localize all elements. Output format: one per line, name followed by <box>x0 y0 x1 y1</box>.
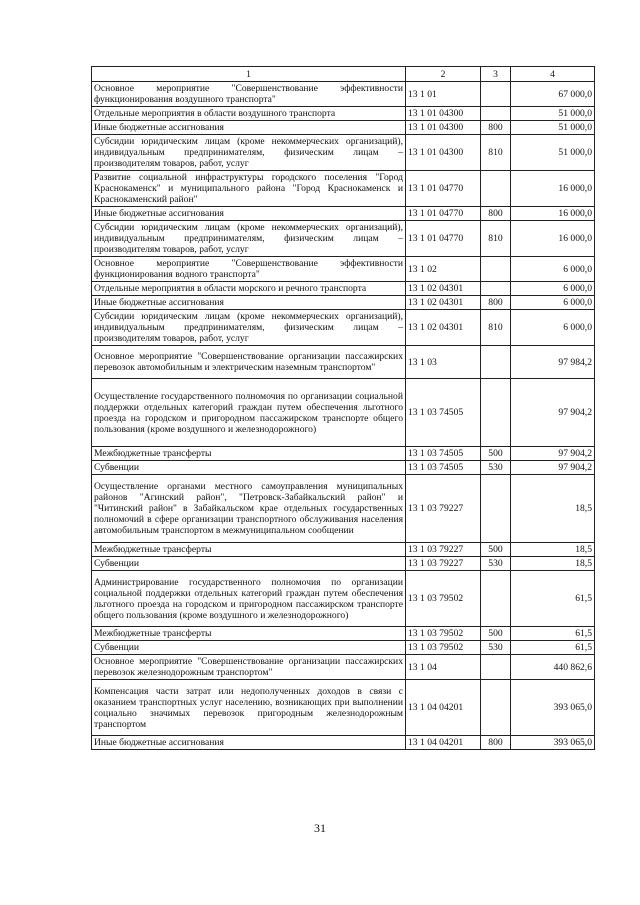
row-name: Осуществление органами местного самоуправления муниципальных районов "Агинский район", "Петровск-Забайкальский район" и "Читинский район" в Забайкальском крае отдельных государственных полномочий в сфере организации транспортного обслуживания населения автомобильным транспортом в межмуниципальном сообщении <box>92 475 406 543</box>
row-amount: 6 000,0 <box>511 257 595 282</box>
row-amount: 16 000,0 <box>511 171 595 207</box>
row-type: 530 <box>481 557 511 571</box>
header-col-amount: 4 <box>511 67 595 82</box>
row-type <box>481 475 511 543</box>
row-type: 810 <box>481 310 511 346</box>
table-row <box>92 121 595 135</box>
row-amount: 18,5 <box>511 557 595 571</box>
table-row <box>92 207 595 221</box>
row-code: 13 1 04 04201 <box>406 736 481 750</box>
row-name: Компенсация части затрат или недополученных доходов в связи с оказанием транспортных услуг населению, возникающих при выполнении социально значимых перевозок пригородным железнодорожным транспортом <box>92 680 406 736</box>
table-row <box>92 641 595 655</box>
table-row <box>92 447 595 461</box>
row-name: Межбюджетные трансферты <box>92 447 406 461</box>
row-name: Иные бюджетные ассигнования <box>92 296 406 310</box>
table-row <box>92 655 595 680</box>
row-name: Осуществление государственного полномочия по организации социальной поддержки отдельных категорий граждан путем обеспечения льготного проезда на городском и пригородном пассажирском транспорте общего пользования (кроме воздушного и железнодорожного) <box>92 379 406 447</box>
row-type: 500 <box>481 447 511 461</box>
row-amount: 61,5 <box>511 571 595 627</box>
row-code: 13 1 01 04770 <box>406 221 481 257</box>
row-amount: 51 000,0 <box>511 121 595 135</box>
row-code: 13 1 03 79227 <box>406 475 481 543</box>
row-amount: 6 000,0 <box>511 296 595 310</box>
row-code: 13 1 03 <box>406 346 481 379</box>
row-amount: 51 000,0 <box>511 135 595 171</box>
row-name: Основное мероприятие "Совершенствование эффективности функционирования водного транспорта" <box>92 257 406 282</box>
row-type <box>481 257 511 282</box>
budget-table <box>91 66 595 750</box>
row-type: 500 <box>481 543 511 557</box>
row-code: 13 1 01 04300 <box>406 107 481 121</box>
header-col-name: 1 <box>92 67 406 82</box>
row-name: Субсидии юридическим лицам (кроме некоммерческих организаций), индивидуальным предпринимателям, физическим лицам – производителям товаров, работ, услуг <box>92 310 406 346</box>
row-code: 13 1 03 79502 <box>406 571 481 627</box>
table-row <box>92 257 595 282</box>
row-type <box>481 82 511 107</box>
row-amount: 67 000,0 <box>511 82 595 107</box>
table-row <box>92 627 595 641</box>
row-type: 530 <box>481 641 511 655</box>
table-row <box>92 82 595 107</box>
row-type: 810 <box>481 135 511 171</box>
row-amount: 97 904,2 <box>511 447 595 461</box>
row-code: 13 1 02 04301 <box>406 282 481 296</box>
table-header-row <box>92 67 595 82</box>
row-type <box>481 107 511 121</box>
row-type: 800 <box>481 736 511 750</box>
row-name: Иные бюджетные ассигнования <box>92 207 406 221</box>
row-code: 13 1 03 74505 <box>406 379 481 447</box>
table-row <box>92 475 595 543</box>
row-name: Межбюджетные трансферты <box>92 627 406 641</box>
row-name: Администрирование государственного полномочия по организации социальной поддержки отдельных категорий граждан путем обеспечения льготного проезда на городском и пригородном пассажирском транспорте общего пользования (кроме воздушного и железнодорожного) <box>92 571 406 627</box>
row-amount: 51 000,0 <box>511 107 595 121</box>
header-col-code: 2 <box>406 67 481 82</box>
row-amount: 393 065,0 <box>511 680 595 736</box>
row-type: 810 <box>481 221 511 257</box>
row-code: 13 1 02 04301 <box>406 296 481 310</box>
row-type <box>481 655 511 680</box>
row-code: 13 1 01 04770 <box>406 207 481 221</box>
row-amount: 61,5 <box>511 641 595 655</box>
row-name: Отдельные мероприятия в области морского и речного транспорта <box>92 282 406 296</box>
row-code: 13 1 01 <box>406 82 481 107</box>
row-code: 13 1 01 04300 <box>406 121 481 135</box>
row-type <box>481 680 511 736</box>
row-type <box>481 346 511 379</box>
row-name: Субвенции <box>92 557 406 571</box>
row-name: Отдельные мероприятия в области воздушного транспорта <box>92 107 406 121</box>
row-code: 13 1 03 79502 <box>406 627 481 641</box>
row-amount: 18,5 <box>511 543 595 557</box>
row-code: 13 1 02 <box>406 257 481 282</box>
table-row <box>92 282 595 296</box>
table-row <box>92 107 595 121</box>
row-name: Основное мероприятие "Совершенствование организации пассажирских перевозок железнодорожным транспортом" <box>92 655 406 680</box>
table-row <box>92 221 595 257</box>
table-row <box>92 461 595 475</box>
row-name: Основное мероприятие "Совершенствование организации пассажирских перевозок автомобильным и электрическим наземным транспортом" <box>92 346 406 379</box>
table-row <box>92 171 595 207</box>
row-code: 13 1 03 74505 <box>406 461 481 475</box>
row-name: Субсидии юридическим лицам (кроме некоммерческих организаций), индивидуальным предпринимателям, физическим лицам – производителям товаров, работ, услуг <box>92 221 406 257</box>
row-type: 800 <box>481 207 511 221</box>
row-type <box>481 379 511 447</box>
row-name: Развитие социальной инфраструктуры городского поселения "Город Краснокаменск" и муниципального района "Город Краснокаменск и Краснокаменский район" <box>92 171 406 207</box>
row-code: 13 1 03 79227 <box>406 557 481 571</box>
table-row <box>92 310 595 346</box>
row-code: 13 1 02 04301 <box>406 310 481 346</box>
row-name: Иные бюджетные ассигнования <box>92 121 406 135</box>
row-name: Межбюджетные трансферты <box>92 543 406 557</box>
row-type: 530 <box>481 461 511 475</box>
row-amount: 6 000,0 <box>511 282 595 296</box>
row-type <box>481 282 511 296</box>
row-amount: 6 000,0 <box>511 310 595 346</box>
table-row <box>92 379 595 447</box>
row-code: 13 1 04 <box>406 655 481 680</box>
row-amount: 16 000,0 <box>511 221 595 257</box>
row-name: Основное мероприятие "Совершенствование эффективности функционирования воздушного транспорта" <box>92 82 406 107</box>
table-row <box>92 571 595 627</box>
table-row <box>92 680 595 736</box>
table-row <box>92 557 595 571</box>
row-amount: 393 065,0 <box>511 736 595 750</box>
page-number: 31 <box>314 821 326 835</box>
row-type: 800 <box>481 121 511 135</box>
row-type <box>481 571 511 627</box>
row-amount: 97 904,2 <box>511 379 595 447</box>
row-name: Субсидии юридическим лицам (кроме некоммерческих организаций), индивидуальным предпринимателям, физическим лицам – производителям товаров, работ, услуг <box>92 135 406 171</box>
row-code: 13 1 03 79227 <box>406 543 481 557</box>
header-col-type: 3 <box>481 67 511 82</box>
row-amount: 18,5 <box>511 475 595 543</box>
row-type: 500 <box>481 627 511 641</box>
row-type: 800 <box>481 296 511 310</box>
row-code: 13 1 03 79502 <box>406 641 481 655</box>
table-row <box>92 543 595 557</box>
row-amount: 61,5 <box>511 627 595 641</box>
row-amount: 97 904,2 <box>511 461 595 475</box>
row-code: 13 1 04 04201 <box>406 680 481 736</box>
row-code: 13 1 03 74505 <box>406 447 481 461</box>
table-row <box>92 346 595 379</box>
row-name: Иные бюджетные ассигнования <box>92 736 406 750</box>
table-row <box>92 736 595 750</box>
row-code: 13 1 01 04770 <box>406 171 481 207</box>
row-amount: 440 862,6 <box>511 655 595 680</box>
table-row <box>92 296 595 310</box>
row-amount: 97 984,2 <box>511 346 595 379</box>
row-name: Субвенции <box>92 641 406 655</box>
row-code: 13 1 01 04300 <box>406 135 481 171</box>
table-row <box>92 135 595 171</box>
row-name: Субвенции <box>92 461 406 475</box>
row-type <box>481 171 511 207</box>
row-amount: 16 000,0 <box>511 207 595 221</box>
